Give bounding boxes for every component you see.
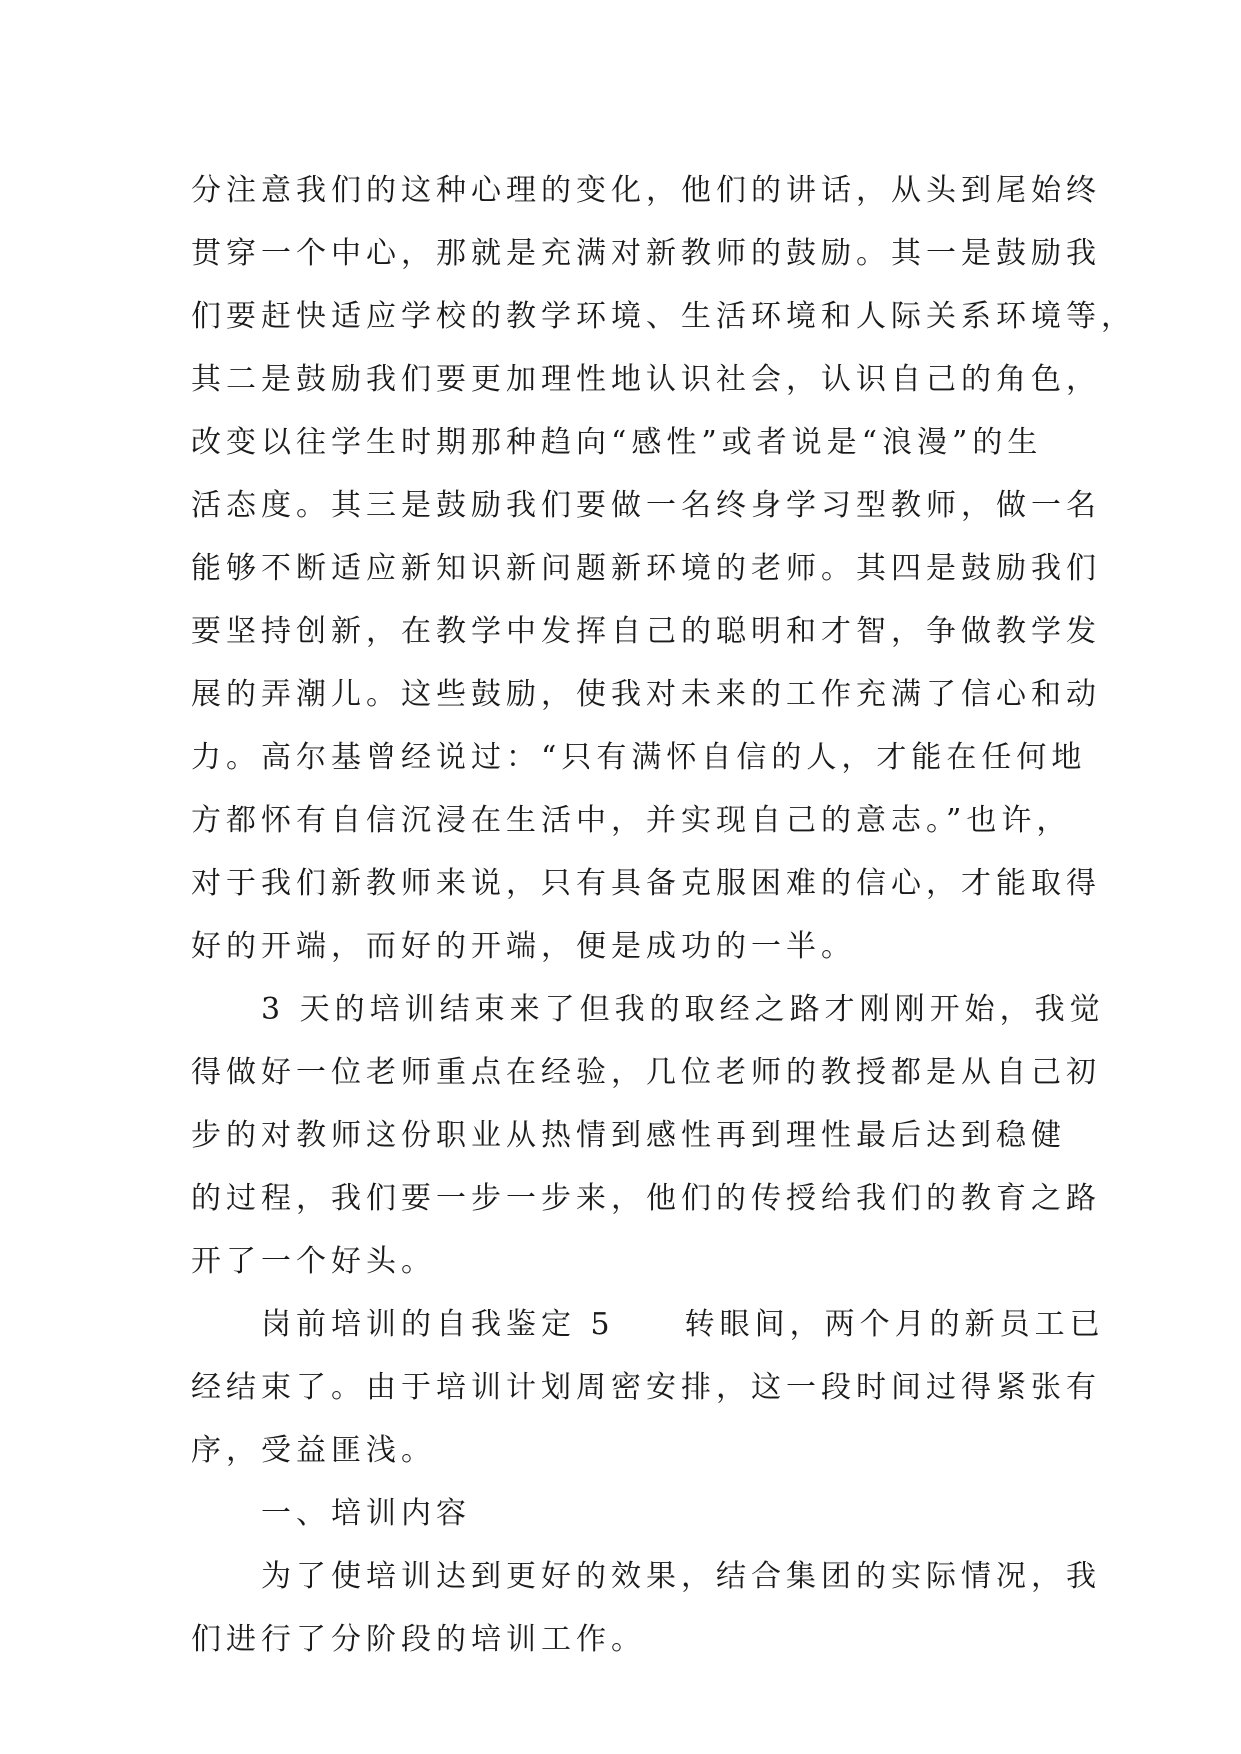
- text-line: 得做好一位老师重点在经验，几位老师的教授都是从自己初: [191, 1055, 1101, 1090]
- text-line: 的过程，我们要一步一步来，他们的传授给我们的教育之路: [191, 1181, 1101, 1216]
- text-line: 展的弄潮儿。这些鼓励，使我对未来的工作充满了信心和动: [191, 677, 1101, 712]
- text-line: 好的开端，而好的开端，便是成功的一半。: [191, 929, 856, 964]
- text-line: 分注意我们的这种心理的变化，他们的讲话，从头到尾始终: [191, 173, 1101, 208]
- text-line: 岗前培训的自我鉴定 5 转眼间，两个月的新员工已: [191, 1307, 1105, 1342]
- text-line: 活态度。其三是鼓励我们要做一名终身学习型教师，做一名: [191, 488, 1101, 523]
- text-line: 对于我们新教师来说，只有具备克服困难的信心，才能取得: [191, 866, 1101, 901]
- text-line: 序，受益匪浅。: [191, 1433, 436, 1468]
- text-line: 能够不断适应新知识新问题新环境的老师。其四是鼓励我们: [191, 551, 1101, 586]
- text-line: 贯穿一个中心，那就是充满对新教师的鼓励。其一是鼓励我: [191, 236, 1101, 271]
- text-line: 力。高尔基曾经说过：“只有满怀自信的人，才能在任何地: [191, 740, 1087, 775]
- body-text: [191, 159, 1136, 1671]
- text-line: 步的对教师这份职业从热情到感性再到理性最后达到稳健: [191, 1118, 1066, 1153]
- text-line: 们要赶快适应学校的教学环境、生活环境和人际关系环境等，: [191, 299, 1136, 334]
- text-line: 要坚持创新，在教学中发挥自己的聪明和才智，争做教学发: [191, 614, 1101, 649]
- section-heading: 一、培训内容: [191, 1496, 471, 1531]
- text-line: 开了一个好头。: [191, 1244, 436, 1279]
- text-line: 经结束了。由于培训计划周密安排，这一段时间过得紧张有: [191, 1370, 1101, 1405]
- text-line: 方都怀有自信沉浸在生活中，并实现自己的意志。”也许，: [191, 803, 1072, 838]
- text-line: 们进行了分阶段的培训工作。: [191, 1622, 646, 1657]
- text-line: 其二是鼓励我们要更加理性地认识社会，认识自己的角色，: [191, 362, 1101, 397]
- text-line: 为了使培训达到更好的效果，结合集团的实际情况，我: [191, 1559, 1101, 1594]
- text-line: 3 天的培训结束来了但我的取经之路才刚刚开始，我觉: [191, 992, 1105, 1027]
- text-line: 改变以往学生时期那种趋向“感性”或者说是“浪漫”的生: [191, 425, 1043, 460]
